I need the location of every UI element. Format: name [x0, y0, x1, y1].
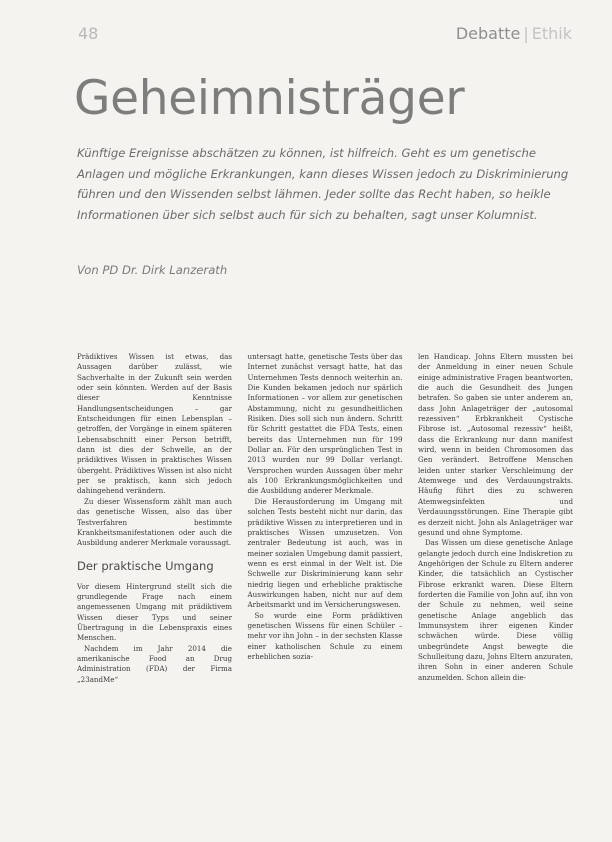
- article-lead: Künftige Ereignisse abschätzen zu können, ist hilfreich. Geht es um genetische Anlagen und mögliche Erkrankungen, kann dieses Wissen jedoch zu Diskriminierung führen und den Wissenden selbst lähmen. Jeder sollte das Recht haben, so heikle Informationen über sich selbst auch für sich zu behalten, sagt unser Kolumnist.: [77, 146, 569, 222]
- body-paragraph: Die Herausforderung im Umgang mit solchen Tests besteht nicht nur darin, das prädiktive Wissen zu interpretieren und in praktisches Wissen umzusetzen. Von zentraler Bedeutung ist auch, was in meiner sozialen Umgebung damit passiert, wenn es erst einmal in der Welt ist. Die Schwelle zur Diskriminierung kann sehr niedrig liegen und erhebliche praktische Auswirkungen haben, nicht nur auf dem Arbeitsmarkt und im Versicherungswesen.: [247, 496, 403, 610]
- section-tag: [456, 24, 572, 43]
- body-paragraph: So wurde eine Form prädiktiven genetischen Wissens für einen Schüler – mehr vor ihn John – in der sechsten Klasse einer katholischen Schule zu einem erheblichen sozia-: [247, 610, 403, 661]
- article-title: Geheimnisträger: [74, 71, 465, 126]
- body-paragraph: Nachdem im Jahr 2014 die amerikanische Food an Drug Administration (FDA) der Firma „23andMe“: [77, 643, 232, 684]
- column-2: [248, 352, 403, 827]
- body-paragraph: untersagt hatte, genetische Tests über das Internet zunächst versagt hatte, hat das Unternehmen Tests dennoch weiterhin an. Die Kunden bekamen jedoch nur spärlich Informationen – vor allem zur genetischen Abstammung, nicht zu gesundheitlichen Risiken. Dies soll sich nun ändern. Schritt für Schritt gestattet die FDA Tests, einen bereits das Unternehmen nun für 199 Dollar an. Für den ursprünglichen Test in 2013 wurden nur 99 Dollar verlangt. Versprochen wurden Aussagen über mehr als 100 Erkrankungsmöglichkeiten und die Ausbildung anderer Merkmale.: [247, 352, 403, 496]
- article-body: [77, 352, 573, 827]
- subsection-name: Ethik: [531, 24, 572, 43]
- section-name: Debatte: [455, 24, 521, 43]
- body-paragraph: Prädiktives Wissen ist etwas, das Aussagen darüber zulässt, wie Sachverhalte in der Zukunft sein werden oder sein könnten. Werden auf der Basis dieser Kenntnisse Handlungsentscheidungen – gar Entscheidungen für einen Lebensplan – getroffen, der Vorgänge in einem späteren Lebensabschnitt einer Person betrifft, dann ist dies der Schwelle, an der prädiktives Wissen in praktisches Wissen übergeht. Prädiktives Wissen ist also nicht per se praktisch, kann sich jedoch dahingehend verändern.: [77, 352, 232, 496]
- body-paragraph: len Handicap. Johns Eltern mussten bei der Anmeldung in einer neuen Schule einige administrative Fragen beantworten, die auch die Gesundheit des Jungen betrafen. So gaben sie unter anderem an, dass John Anlageträger der „autosomal rezessiven“ Erbkrankheit Cystische Fibrose ist. „Autosomal rezessiv“ heißt, dass die Erkrankung nur dann manifest wird, wenn in beiden Chromosomen das Gen verändert. Betroffene Menschen leiden unter starker Verschleimung der Atemwege und des Verdauungstrakts. Häufig führt dies zu schweren Atemwegsinfekten und Verdauungsstörungen. Eine Therapie gibt es derzeit nicht. John als Anlageträger war gesund und ohne Symptome.: [418, 352, 573, 537]
- body-paragraph: Vor diesem Hintergrund stellt sich die grundlegende Frage nach einem angemessenen Umgang mit prädiktivem Wissen dieser Typs und seiner Übertragung in die Lebenspraxis eines Menschen.: [77, 581, 232, 643]
- section-separator: |: [523, 24, 529, 43]
- column-3: [418, 352, 573, 827]
- page-number: 48: [78, 24, 99, 43]
- subheading: Der praktische Umgang: [77, 558, 214, 573]
- column-1: [77, 352, 232, 827]
- body-paragraph: Das Wissen um diese genetische Anlage gelangte jedoch durch eine Indiskretion zu Angehörigen der Schule zu Eltern anderer Kinder, die tatsächlich an Cystischer Fibrose erkrankt waren. Diese Eltern forderten die Familie von John auf, ihn von der Schule zu nehmen, weil seine genetische Anlage angeblich das Immunsystem ihrer eigenen Kinder schwächen würde. Diese völlig unbegründete Angst bewegte die Schulleitung dazu, Johns Eltern anzuraten, ihren Sohn in einer anderen Schule anzumelden. Schon allein die-: [418, 538, 573, 682]
- body-paragraph: Zu dieser Wissensform zählt man auch das genetische Wissen, also das über Testverfahren bestimmte Krankheitsmanifestationen oder auch die Ausbildung anderer Merkmale voraussagt.: [77, 496, 232, 548]
- article-byline: Von PD Dr. Dirk Lanzerath: [77, 263, 228, 277]
